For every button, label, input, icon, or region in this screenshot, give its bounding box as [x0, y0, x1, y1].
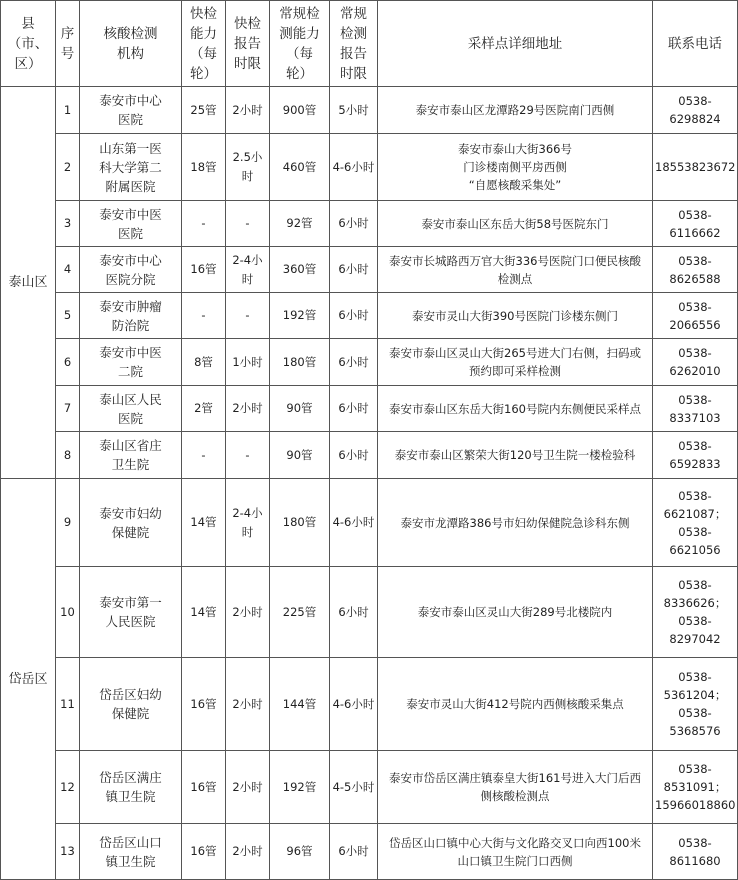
header-seq: 序 号: [56, 1, 80, 87]
table-row: [1, 134, 738, 201]
rapid-capacity-cell: 16管: [182, 824, 226, 880]
regular-capacity-cell: 192管: [270, 293, 330, 339]
institution-cell: 泰安市中心 医院: [80, 87, 182, 134]
regular-capacity-cell: 92管: [270, 201, 330, 247]
rapid-time-cell: 2小时: [226, 567, 270, 658]
table-row: [1, 751, 738, 824]
regular-capacity-cell: 144管: [270, 658, 330, 751]
rapid-capacity-cell: -: [182, 432, 226, 479]
rapid-capacity-cell: 18管: [182, 134, 226, 201]
rapid-capacity-cell: -: [182, 201, 226, 247]
phone-cell: 0538- 8626588: [653, 247, 738, 293]
regular-capacity-cell: 90管: [270, 432, 330, 479]
table-row: [1, 247, 738, 293]
rapid-capacity-cell: 14管: [182, 567, 226, 658]
institution-cell: 泰安市肿瘤 防治院: [80, 293, 182, 339]
regular-capacity-cell: 96管: [270, 824, 330, 880]
address-cell: 泰安市泰山区东岳大街160号院内东侧便民采样点: [378, 386, 653, 432]
seq-cell: 1: [56, 87, 80, 134]
regular-capacity-cell: 460管: [270, 134, 330, 201]
regular-time-cell: 6小时: [330, 824, 378, 880]
rapid-capacity-cell: 25管: [182, 87, 226, 134]
rapid-time-cell: 2小时: [226, 751, 270, 824]
phone-cell: 18553823672: [653, 134, 738, 201]
rapid-time-cell: 2小时: [226, 824, 270, 880]
address-cell: 岱岳区山口镇中心大街与文化路交叉口向西100米 山口镇卫生院门口西侧: [378, 824, 653, 880]
header-regular-capacity: 常规检 测能力 （每 轮）: [270, 1, 330, 87]
rapid-capacity-cell: -: [182, 293, 226, 339]
address-cell: 泰安市龙潭路386号市妇幼保健院急诊科东侧: [378, 479, 653, 567]
regular-capacity-cell: 900管: [270, 87, 330, 134]
rapid-time-cell: -: [226, 293, 270, 339]
rapid-time-cell: 2.5小 时: [226, 134, 270, 201]
phone-cell: 0538- 2066556: [653, 293, 738, 339]
regular-capacity-cell: 225管: [270, 567, 330, 658]
address-cell: 泰安市灵山大街390号医院门诊楼东侧门: [378, 293, 653, 339]
table-body: [1, 87, 738, 880]
regular-capacity-cell: 180管: [270, 339, 330, 386]
regular-capacity-cell: 360管: [270, 247, 330, 293]
phone-cell: 0538- 6621087； 0538- 6621056: [653, 479, 738, 567]
rapid-capacity-cell: 16管: [182, 247, 226, 293]
institution-cell: 山东第一医 科大学第二 附属医院: [80, 134, 182, 201]
rapid-time-cell: 2小时: [226, 87, 270, 134]
rapid-capacity-cell: 8管: [182, 339, 226, 386]
institution-cell: 泰安市中医 二院: [80, 339, 182, 386]
address-cell: 泰安市泰山区灵山大街289号北楼院内: [378, 567, 653, 658]
address-cell: 泰安市泰山区东岳大街58号医院东门: [378, 201, 653, 247]
table-row: [1, 87, 738, 134]
rapid-capacity-cell: 14管: [182, 479, 226, 567]
regular-capacity-cell: 90管: [270, 386, 330, 432]
phone-cell: 0538- 6262010: [653, 339, 738, 386]
phone-cell: 0538- 8336626； 0538- 8297042: [653, 567, 738, 658]
seq-cell: 4: [56, 247, 80, 293]
county-cell: 岱岳区: [1, 479, 56, 880]
rapid-capacity-cell: 16管: [182, 658, 226, 751]
regular-time-cell: 4-6小时: [330, 134, 378, 201]
regular-time-cell: 6小时: [330, 201, 378, 247]
address-cell: 泰安市岱岳区满庄镇泰皇大街161号进入大门后西 侧核酸检测点: [378, 751, 653, 824]
rapid-time-cell: -: [226, 201, 270, 247]
rapid-time-cell: 2-4小 时: [226, 479, 270, 567]
header-county: 县 （市、 区）: [1, 1, 56, 87]
county-cell: 泰山区: [1, 87, 56, 479]
phone-cell: 0538- 8337103: [653, 386, 738, 432]
table-row: [1, 432, 738, 479]
institution-cell: 岱岳区满庄 镇卫生院: [80, 751, 182, 824]
regular-time-cell: 4-6小时: [330, 658, 378, 751]
header-regular-time: 常规 检测 报告 时限: [330, 1, 378, 87]
seq-cell: 3: [56, 201, 80, 247]
address-cell: 泰安市泰山大街366号 门诊楼南侧平房西侧 “自愿核酸采集处”: [378, 134, 653, 201]
seq-cell: 6: [56, 339, 80, 386]
seq-cell: 7: [56, 386, 80, 432]
institution-cell: 泰山区人民 医院: [80, 386, 182, 432]
phone-cell: 0538- 6298824: [653, 87, 738, 134]
seq-cell: 8: [56, 432, 80, 479]
institution-cell: 岱岳区山口 镇卫生院: [80, 824, 182, 880]
seq-cell: 10: [56, 567, 80, 658]
header-row: [1, 1, 738, 87]
regular-time-cell: 6小时: [330, 386, 378, 432]
rapid-time-cell: 2-4小 时: [226, 247, 270, 293]
header-phone: 联系电话: [653, 1, 738, 87]
regular-time-cell: 6小时: [330, 432, 378, 479]
seq-cell: 2: [56, 134, 80, 201]
seq-cell: 5: [56, 293, 80, 339]
table-row: [1, 479, 738, 567]
rapid-time-cell: -: [226, 432, 270, 479]
table-row: [1, 567, 738, 658]
seq-cell: 11: [56, 658, 80, 751]
address-cell: 泰安市泰山区繁荣大街120号卫生院一楼检验科: [378, 432, 653, 479]
regular-capacity-cell: 192管: [270, 751, 330, 824]
address-cell: 泰安市泰山区灵山大街265号进大门右侧，扫码或 预约即可采样检测: [378, 339, 653, 386]
regular-time-cell: 6小时: [330, 339, 378, 386]
institution-cell: 泰安市中医 医院: [80, 201, 182, 247]
seq-cell: 9: [56, 479, 80, 567]
rapid-capacity-cell: 2管: [182, 386, 226, 432]
phone-cell: 0538- 8611680: [653, 824, 738, 880]
header-rapid-capacity: 快检 能力 （每 轮）: [182, 1, 226, 87]
address-cell: 泰安市长城路西万官大街336号医院门口便民核酸 检测点: [378, 247, 653, 293]
seq-cell: 12: [56, 751, 80, 824]
table-row: [1, 386, 738, 432]
regular-time-cell: 6小时: [330, 567, 378, 658]
rapid-time-cell: 1小时: [226, 339, 270, 386]
regular-time-cell: 4-6小时: [330, 479, 378, 567]
address-cell: 泰安市灵山大街412号院内西侧核酸采集点: [378, 658, 653, 751]
address-cell: 泰安市泰山区龙潭路29号医院南门西侧: [378, 87, 653, 134]
regular-time-cell: 6小时: [330, 247, 378, 293]
header-address: 采样点详细地址: [378, 1, 653, 87]
regular-time-cell: 5小时: [330, 87, 378, 134]
table-row: [1, 201, 738, 247]
regular-time-cell: 4-5小时: [330, 751, 378, 824]
rapid-time-cell: 2小时: [226, 386, 270, 432]
table-row: [1, 293, 738, 339]
table-row: [1, 339, 738, 386]
institution-cell: 泰安市第一 人民医院: [80, 567, 182, 658]
institution-cell: 岱岳区妇幼 保健院: [80, 658, 182, 751]
seq-cell: 13: [56, 824, 80, 880]
institution-cell: 泰安市中心 医院分院: [80, 247, 182, 293]
institution-cell: 泰山区省庄 卫生院: [80, 432, 182, 479]
table-row: [1, 658, 738, 751]
phone-cell: 0538- 6116662: [653, 201, 738, 247]
table-row: [1, 824, 738, 880]
phone-cell: 0538- 8531091； 15966018860: [653, 751, 738, 824]
rapid-time-cell: 2小时: [226, 658, 270, 751]
header-rapid-time: 快检 报告 时限: [226, 1, 270, 87]
regular-time-cell: 6小时: [330, 293, 378, 339]
rapid-capacity-cell: 16管: [182, 751, 226, 824]
header-institution: 核酸检测 机构: [80, 1, 182, 87]
phone-cell: 0538- 5361204； 0538- 5368576: [653, 658, 738, 751]
institution-cell: 泰安市妇幼 保健院: [80, 479, 182, 567]
phone-cell: 0538- 6592833: [653, 432, 738, 479]
regular-capacity-cell: 180管: [270, 479, 330, 567]
